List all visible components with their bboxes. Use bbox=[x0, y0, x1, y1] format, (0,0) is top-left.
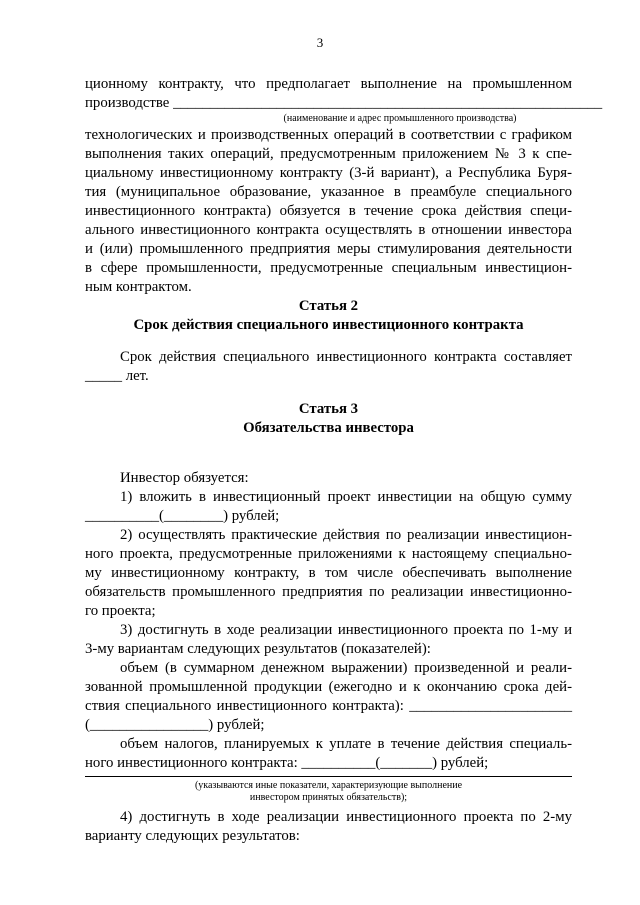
body-line: ного инвестиционного контракта: __________(_______) рублей; bbox=[85, 755, 489, 771]
body-line: инвестиционного контракта) обязуется в течение срока действия специ- bbox=[85, 203, 572, 219]
body-line: ального инвестиционного контракта осуществлять в отношении инвестора bbox=[85, 222, 572, 238]
field-caption: (наименование и адрес промышленного производства) bbox=[283, 113, 517, 124]
body-line: 2) осуществлять практические действия по реализации инвестицион- bbox=[120, 527, 572, 543]
body-line: 3) достигнуть в ходе реализации инвестиционного проекта по 1-му и bbox=[120, 622, 572, 638]
body-line: (________________) рублей; bbox=[85, 717, 265, 733]
body-line: технологических и производственных операций в соответствии с графиком bbox=[85, 127, 572, 143]
body-line: ствия специального инвестиционного контракта): ______________________ bbox=[85, 698, 572, 714]
article-3-title: Обязательства инвестора bbox=[243, 420, 414, 436]
article-3-number: Статья 3 bbox=[298, 401, 359, 417]
article-2-title: Срок действия специального инвестиционного контракта bbox=[133, 317, 524, 333]
body-line: ного проекта, предусмотренные приложениями к настоящему специально- bbox=[85, 546, 572, 562]
article-2-number: Статья 2 bbox=[298, 298, 359, 314]
body-line: Срок действия специального инвестиционного контракта составляет bbox=[120, 349, 572, 365]
body-line: 4) достигнуть в ходе реализации инвестиционного проекта по 2-му bbox=[120, 809, 572, 825]
body-line: циальному инвестиционному контракту (3-й вариант), а Республика Буря- bbox=[85, 165, 572, 181]
body-line: и (или) промышленного предприятия меры стимулирования деятельности bbox=[85, 241, 572, 257]
body-line: тия (муниципальное образование, указанное в преамбуле специального bbox=[85, 184, 572, 200]
page-number: 3 bbox=[316, 35, 324, 50]
body-line: обязательств промышленного предприятия по реализации инвестиционно- bbox=[85, 584, 572, 600]
body-line: объем (в суммарном денежном выражении) произведенной и реали- bbox=[120, 660, 572, 676]
field-caption: инвестором принятых обязательств); bbox=[249, 792, 408, 803]
field-caption: (указываются иные показатели, характеризующие выполнение bbox=[194, 780, 463, 791]
body-line: Инвестор обязуется: bbox=[120, 470, 249, 486]
body-line: 1) вложить в инвестиционный проект инвестиции на общую сумму bbox=[120, 489, 572, 505]
body-line: му инвестиционному контракту, в том числе обеспечивать выполнение bbox=[85, 565, 572, 581]
body-line: __________(________) рублей; bbox=[85, 508, 280, 524]
body-line: производстве __________________________________________________________ bbox=[85, 95, 603, 111]
body-line: го проекта; bbox=[85, 603, 156, 619]
body-line: 3-му вариантам следующих результатов (показателей): bbox=[85, 641, 431, 657]
body-line: ционному контракту, что предполагает выполнение на промышленном bbox=[85, 76, 572, 92]
body-line: ным контрактом. bbox=[85, 279, 192, 295]
body-line: варианту следующих результатов: bbox=[85, 828, 300, 844]
body-line: в сфере промышленности, предусмотренные специальным инвестицион- bbox=[85, 260, 572, 276]
body-line: выполнения таких операций, предусмотренным приложением № 3 к спе- bbox=[85, 146, 572, 162]
body-line: объем налогов, планируемых к уплате в течение действия специаль- bbox=[120, 736, 572, 752]
body-line: зованной промышленной продукции (ежегодно и к окончанию срока дей- bbox=[85, 679, 572, 695]
body-line: _____ лет. bbox=[85, 368, 149, 384]
fill-in-line bbox=[85, 776, 572, 777]
